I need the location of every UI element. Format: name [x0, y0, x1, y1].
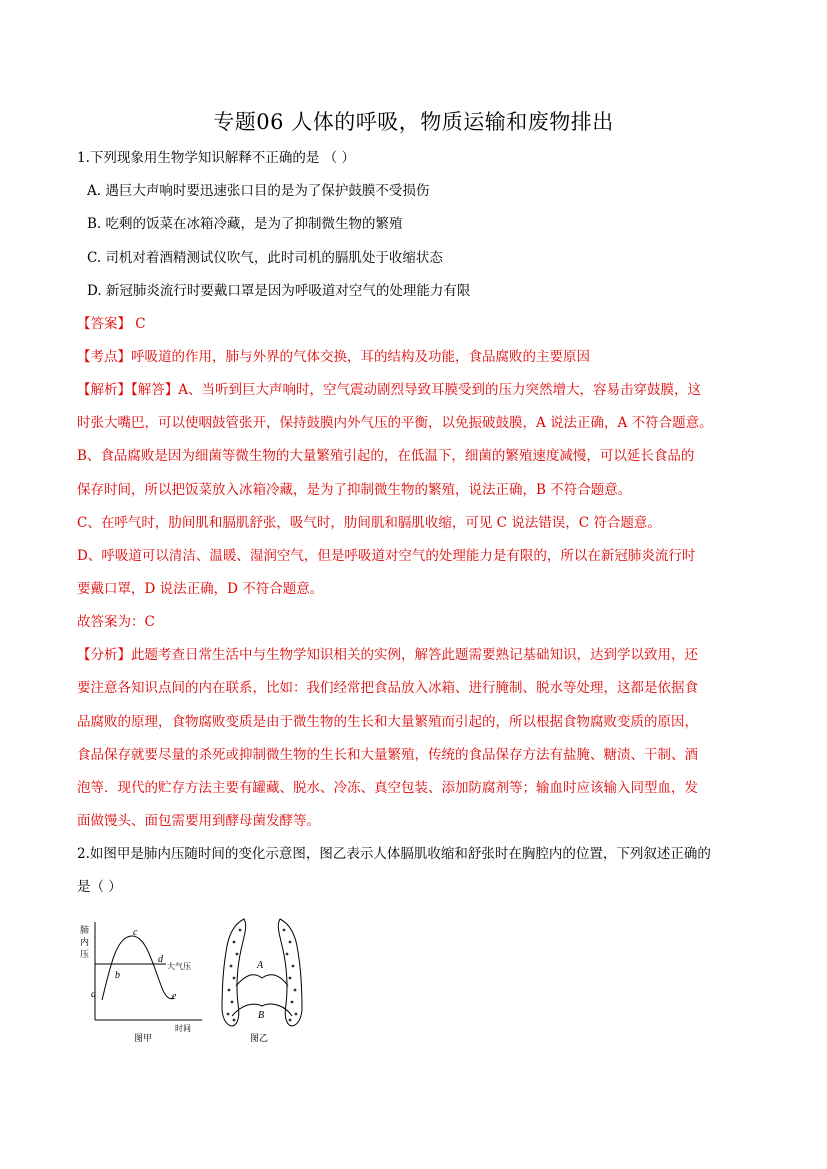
figure-yi — [222, 919, 302, 1044]
jia-caption: 图甲 — [134, 1034, 153, 1044]
yi-left-lung — [222, 919, 246, 1026]
q1-jiexi-line: C、在呼气时，肋间肌和膈肌舒张，吸气时，肋间肌和膈肌收缩，可见 C 说法错误，C 符合题意。 — [77, 515, 661, 531]
jia-point-label: a — [91, 989, 96, 1000]
jia-pressure-curve — [102, 936, 174, 1000]
jia-ylabel-char: 压 — [80, 950, 90, 960]
jia-point-label: d — [158, 954, 163, 965]
q1-jiexi-line: 要戴口罩，D 说法正确，D 不符合题意。 — [77, 581, 324, 597]
page-title: 专题06 人体的呼吸，物质运输和废物排出 — [213, 110, 614, 134]
figure-jia — [80, 922, 202, 1044]
q1-jiexi-line: D、呼吸道可以清洁、温暖、湿润空气，但是呼吸道对空气的处理能力是有限的，所以在新冠肺炎流行时 — [77, 548, 696, 564]
yi-label: A — [257, 960, 264, 971]
yi-caption: 图乙 — [250, 1034, 269, 1044]
q1-fenxi-line: 食品保存就要尽量的杀死或抑制微生物的生长和大量繁殖，传统的食品保存方法有盐腌、糖渍、干制、酒 — [77, 747, 698, 763]
q2-stem-line: 是（ ） — [77, 879, 122, 895]
yi-right-lung — [278, 919, 302, 1026]
jia-point-label: c — [133, 927, 138, 938]
q1-fenxi-line: 泡等．现代的贮存方法主要有罐藏、脱水、冷冻、真空包装、添加防腐剂等；输血时应该输入同型血，发 — [77, 780, 698, 796]
q1-answer: 【答案】 C — [77, 316, 146, 332]
q1-final-answer: 故答案为：C — [77, 614, 155, 630]
jia-ylabel-char: 肺 — [80, 926, 90, 936]
q1-fenxi-line: 品腐败的原理，食物腐败变质是由于微生物的生长和大量繁殖而引起的，所以根据食物腐败变质的原因， — [77, 714, 698, 730]
jia-point-label: b — [115, 970, 120, 981]
q1-jiexi-line: 【解析】【解答】A、当听到巨大声响时，空气震动剧烈导致耳膜受到的压力突然增大，容易击穿鼓膜，这 — [77, 382, 701, 398]
q1-jiexi-line: B、食品腐败是因为细菌等微生物的大量繁殖引起的，在低温下，细菌的繁殖速度减慢，可以延长食品的 — [77, 448, 695, 464]
q1-stem: 1.下列现象用生物学知识解释不正确的是 （ ） — [77, 150, 355, 166]
jia-point-label: e — [172, 991, 177, 1002]
q1-option-a: A. 遇巨大声响时要迅速张口目的是为了保护鼓膜不受损伤 — [87, 183, 430, 199]
q1-kaodian: 【考点】呼吸道的作用，肺与外界的气体交换，耳的结构及功能，食品腐败的主要原因 — [77, 349, 590, 365]
q2-stem-line: 2.如图甲是肺内压随时间的变化示意图，图乙表示人体膈肌收缩和舒张时在胸腔内的位置，下列叙述正确的 — [77, 846, 711, 862]
q1-option-b: B. 吃剩的饭菜在冰箱冷藏，是为了抑制微生物的繁殖 — [87, 216, 403, 232]
q1-option-c: C. 司机对着酒精测试仪吹气，此时司机的膈肌处于收缩状态 — [87, 250, 443, 266]
q1-fenxi-line: 面做馒头、面包需要用到酵母菌发酵等。 — [77, 813, 320, 829]
yi-label: B — [258, 1010, 265, 1021]
jia-xlabel: 时间 — [175, 1024, 191, 1033]
q2-figures — [74, 908, 314, 1048]
q1-jiexi-line: 时张大嘴巴，可以使咽鼓管张开，保持鼓膜内外气压的平衡，以免振破鼓膜，A 说法正确，A 不符合题意。 — [77, 415, 713, 431]
q1-option-d: D. 新冠肺炎流行时要戴口罩是因为呼吸道对空气的处理能力有限 — [87, 283, 471, 299]
q2-figure-svg — [74, 908, 314, 1048]
q1-jiexi-line: 保存时间，所以把饭菜放入冰箱冷藏，是为了抑制微生物的繁殖，说法正确，B 不符合题意。 — [77, 482, 632, 498]
yi-diaphragm-a — [236, 975, 288, 986]
q1-fenxi-line: 【分析】此题考查日常生活中与生物学知识相关的实例，解答此题需要熟记基础知识，达到学以致用，还 — [77, 647, 698, 663]
jia-ylabel-char: 内 — [80, 938, 90, 948]
jia-ref-label: 大气压 — [167, 962, 191, 971]
q1-fenxi-line: 要注意各知识点间的内在联系，比如：我们经常把食品放入冰箱、进行腌制、脱水等处理，这都是依据食 — [77, 680, 698, 696]
